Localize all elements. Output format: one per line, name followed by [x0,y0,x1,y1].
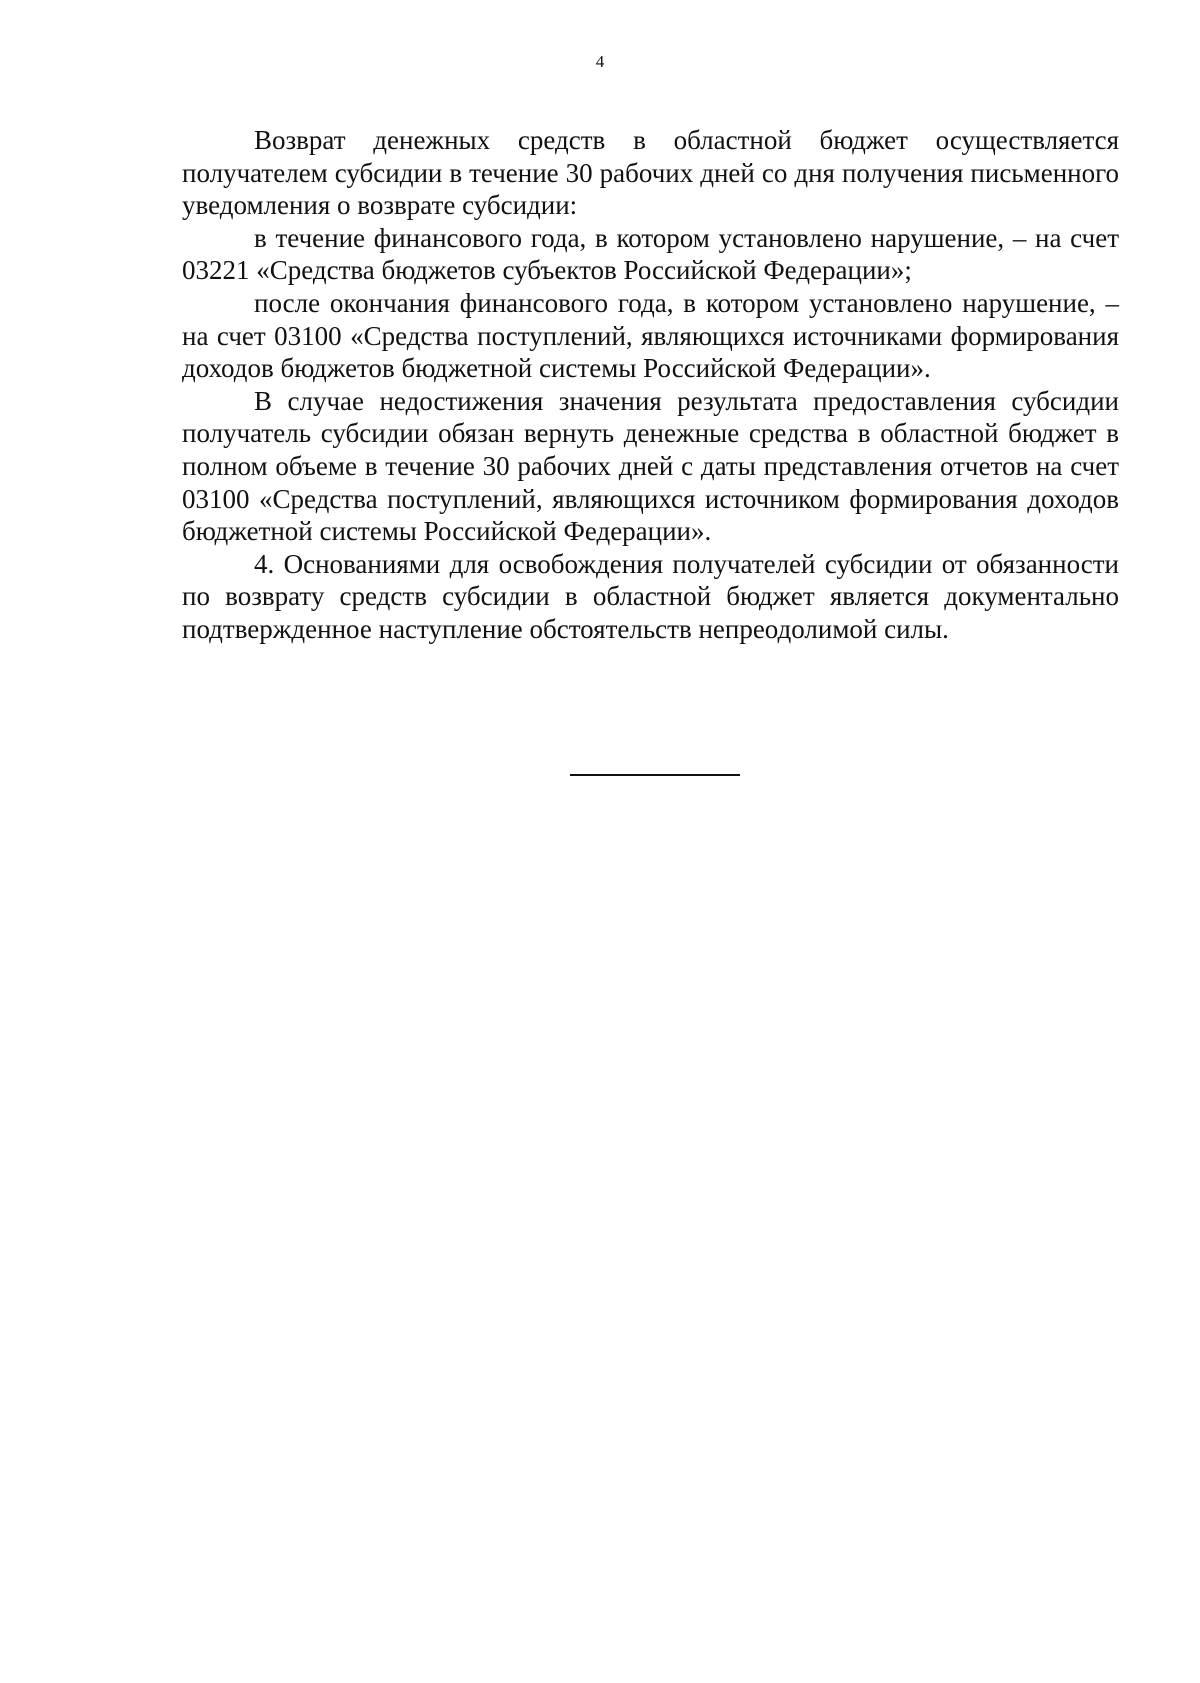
paragraph-refund-after-year: после окончания финансового года, в котором установлено нарушение, – на счет 03100 «Средства поступлений, являющихся источниками формирования доходов бюджетов бюджетной системы Российской Федерации». [182,287,1119,384]
document-body [182,124,1119,646]
end-of-text-rule [570,774,740,776]
paragraph-refund-current-year: в течение финансового года, в котором установлено нарушение, – на счет 03221 «Средства бюджетов субъектов Российской Федерации»; [182,222,1119,286]
paragraph-exemption-grounds: 4. Основаниями для освобождения получателей субсидии от обязанности по возврату средств субсидии в областной бюджет является документально подтвержденное наступление обстоятельств непреодолимой силы. [182,548,1119,644]
paragraph-refund-procedure: Возврат денежных средств в областной бюджет осуществляется получателем субсидии в течение 30 рабочих дней со дня получения письменного уведомления о возврате субсидии: [182,125,1119,221]
page-number: 4 [595,52,605,71]
paragraph-refund-underperformance: В случае недостижения значения результата предоставления субсидии получатель субсидии обязан вернуть денежные средства в областной бюджет в полном объеме в течение 30 рабочих дней с даты представления отчетов на счет 03100 «Средства поступлений, являющихся источником формирования доходов бюджетной системы Российской Федерации». [182,385,1119,547]
